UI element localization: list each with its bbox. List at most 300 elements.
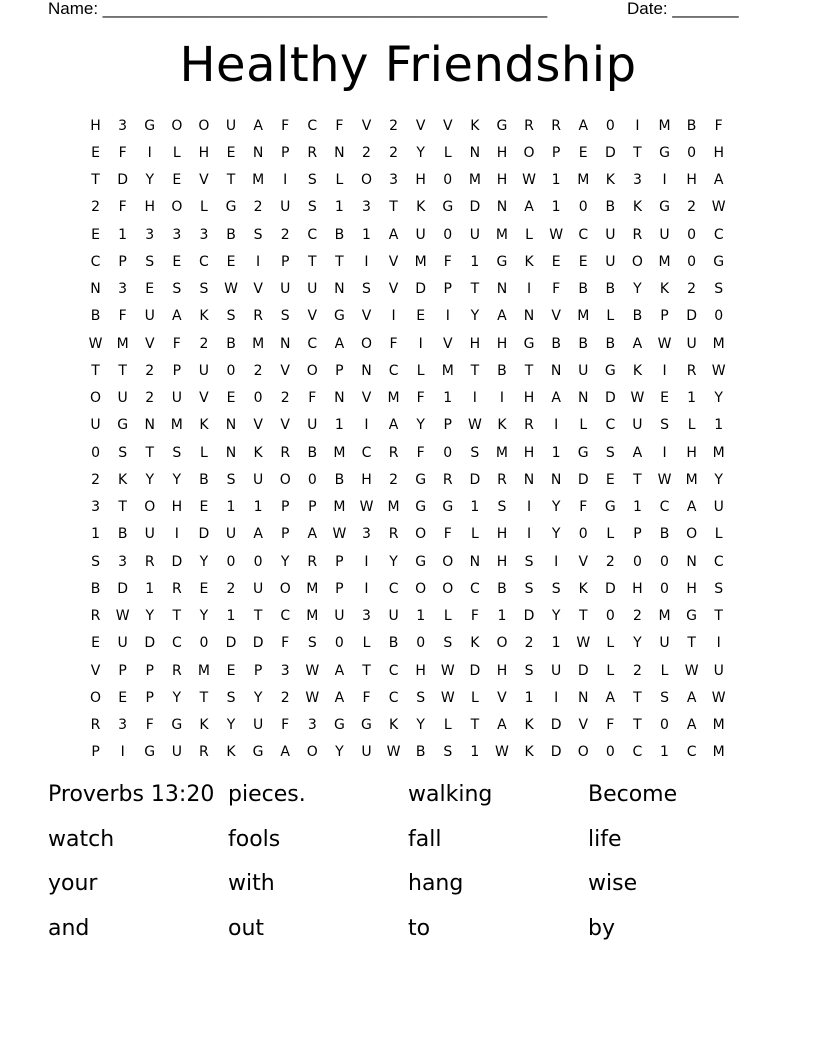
grid-letter: 2 <box>91 199 100 216</box>
grid-letter: R <box>524 117 534 134</box>
grid-letter: 2 <box>145 362 155 379</box>
grid-letter: H <box>686 580 697 597</box>
grid-letter: F <box>172 335 181 352</box>
word-bank-item: out <box>228 915 265 941</box>
grid-letter: 2 <box>687 281 697 298</box>
grid-letter: N <box>361 362 372 379</box>
grid-letter: 2 <box>389 471 399 488</box>
grid-letter: C <box>578 226 589 243</box>
name-field-line: Name: _______________________________________________ <box>48 0 548 18</box>
grid-letter: 0 <box>578 199 588 216</box>
grid-letter: G <box>496 253 508 270</box>
grid-letter: T <box>91 362 100 379</box>
grid-letter: I <box>256 253 261 270</box>
grid-letter: 1 <box>524 689 534 706</box>
grid-letter: A <box>334 662 345 679</box>
grid-letter: T <box>199 689 209 706</box>
grid-letter: M <box>685 471 698 488</box>
grid-letter: P <box>335 580 344 597</box>
grid-letter: K <box>416 199 426 216</box>
grid-letter: M <box>306 580 319 597</box>
grid-letter: V <box>442 335 453 352</box>
grid-letter: D <box>144 635 156 652</box>
grid-letter: K <box>470 635 480 652</box>
grid-letter: S <box>307 172 317 189</box>
grid-letter: A <box>497 717 507 734</box>
grid-letter: 1 <box>145 580 155 597</box>
grid-letter: T <box>633 471 642 488</box>
grid-letter: 1 <box>253 499 263 516</box>
grid-letter: G <box>713 253 725 270</box>
grid-letter: G <box>577 444 589 461</box>
grid-letter: B <box>686 117 697 134</box>
grid-letter: V <box>361 117 372 134</box>
grid-row <box>82 548 732 575</box>
grid-letter: Y <box>389 553 398 570</box>
grid-letter: V <box>144 335 155 352</box>
grid-letter: 1 <box>91 526 100 543</box>
grid-letter: S <box>714 580 724 597</box>
grid-letter: B <box>415 744 426 761</box>
grid-letter: I <box>174 526 179 543</box>
grid-letter: K <box>470 117 480 134</box>
grid-letter: K <box>632 199 643 216</box>
grid-letter: W <box>657 471 672 488</box>
grid-letter: G <box>604 362 616 379</box>
grid-letter: 0 <box>443 226 453 243</box>
grid-letter: I <box>554 553 559 570</box>
grid-letter: 2 <box>280 226 290 243</box>
grid-letter: 0 <box>416 635 426 652</box>
grid-letter: W <box>684 662 699 679</box>
grid-letter: 2 <box>253 199 263 216</box>
grid-letter: S <box>172 444 182 461</box>
grid-letter: T <box>335 253 344 270</box>
grid-letter: T <box>118 362 127 379</box>
grid-letter: L <box>362 635 371 652</box>
grid-letter: S <box>91 553 100 570</box>
grid-letter: 3 <box>280 662 290 679</box>
grid-letter: 1 <box>687 390 697 407</box>
grid-letter: D <box>171 553 183 570</box>
grid-letter: A <box>578 117 589 134</box>
grid-letter: F <box>416 444 425 461</box>
grid-letter: Y <box>416 717 425 734</box>
grid-letter: B <box>551 335 561 352</box>
grid-letter: M <box>468 172 481 189</box>
grid-letter: W <box>440 689 455 706</box>
grid-row <box>82 739 732 766</box>
word-bank-item: life <box>588 826 622 852</box>
grid-letter: 1 <box>551 444 561 461</box>
grid-letter: I <box>283 172 288 189</box>
grid-letter: S <box>524 553 534 570</box>
grid-letter: T <box>91 172 100 189</box>
grid-letter: F <box>335 117 344 134</box>
grid-letter: A <box>253 117 263 134</box>
grid-letter: 3 <box>632 172 642 189</box>
grid-letter: S <box>605 444 615 461</box>
grid-letter: 3 <box>91 499 100 516</box>
grid-letter: Y <box>633 281 642 298</box>
grid-letter: W <box>115 608 130 625</box>
grid-letter: P <box>335 553 344 570</box>
grid-letter: F <box>443 526 452 543</box>
grid-letter: T <box>687 635 696 652</box>
grid-letter: G <box>333 717 345 734</box>
grid-letter: U <box>334 608 345 625</box>
grid-letter: I <box>526 281 532 298</box>
word-bank-item: fools <box>228 826 281 852</box>
grid-letter: V <box>361 308 372 325</box>
grid-letter: F <box>606 717 615 734</box>
grid-letter: C <box>388 362 399 379</box>
grid-letter: O <box>306 362 318 379</box>
grid-letter: O <box>198 117 210 134</box>
grid-letter: W <box>386 744 401 761</box>
grid-letter: H <box>686 444 697 461</box>
grid-letter: P <box>280 499 290 516</box>
grid-row <box>82 194 732 221</box>
grid-letter: 1 <box>551 172 561 189</box>
grid-letter: G <box>659 199 670 216</box>
grid-letter: E <box>660 390 669 407</box>
grid-letter: V <box>253 281 263 298</box>
grid-letter: O <box>442 580 454 597</box>
grid-letter: F <box>416 390 425 407</box>
grid-letter: T <box>524 362 534 379</box>
grid-letter: M <box>658 608 671 625</box>
grid-letter: A <box>280 744 290 761</box>
grid-letter: O <box>360 172 372 189</box>
grid-letter: W <box>359 499 374 516</box>
grid-letter: M <box>333 444 346 461</box>
word-bank-item: Become <box>588 782 678 807</box>
grid-letter: A <box>524 199 534 216</box>
word-bank-item: walking <box>408 782 493 807</box>
grid-row <box>82 385 732 412</box>
grid-letter: K <box>199 717 209 734</box>
grid-letter: 1 <box>551 635 561 652</box>
grid-letter: L <box>416 362 425 379</box>
word-bank-item: watch <box>48 826 115 852</box>
grid-letter: N <box>469 553 481 570</box>
grid-letter: K <box>226 744 236 761</box>
grid-letter: 3 <box>389 172 399 189</box>
grid-letter: G <box>496 117 508 134</box>
grid-letter: V <box>361 390 372 407</box>
grid-letter: D <box>252 635 264 652</box>
grid-letter: 0 <box>199 635 209 652</box>
grid-letter: B <box>334 226 345 243</box>
grid-letter: T <box>578 608 588 625</box>
grid-letter: E <box>118 689 128 706</box>
grid-letter: 0 <box>605 608 615 625</box>
grid-letter: P <box>91 744 100 761</box>
grid-letter: K <box>199 417 209 434</box>
grid-letter: 1 <box>226 608 236 625</box>
grid-letter: M <box>712 744 725 761</box>
grid-letter: C <box>199 253 209 270</box>
grid-letter: H <box>523 390 535 407</box>
grid-letter: T <box>145 444 155 461</box>
grid-letter: I <box>499 390 505 407</box>
grid-letter: 0 <box>605 744 615 761</box>
grid-letter: S <box>172 281 182 298</box>
word-bank-item: your <box>48 871 98 896</box>
grid-letter: R <box>90 608 101 625</box>
grid-letter: K <box>524 253 534 270</box>
grid-letter: M <box>333 499 346 516</box>
grid-letter: U <box>605 253 616 270</box>
grid-letter: S <box>524 580 534 597</box>
grid-letter: N <box>279 335 291 352</box>
grid-letter: D <box>469 662 481 679</box>
grid-letter: F <box>443 253 452 270</box>
grid-letter: D <box>523 608 535 625</box>
grid-letter: N <box>90 281 101 298</box>
grid-letter: O <box>306 744 318 761</box>
grid-letter: V <box>280 362 290 379</box>
grid-letter: A <box>551 390 561 407</box>
grid-letter: W <box>495 744 509 761</box>
grid-letter: P <box>308 499 317 516</box>
grid-letter: N <box>469 144 481 161</box>
grid-letter: E <box>578 253 588 270</box>
grid-letter: G <box>361 717 372 734</box>
grid-letter: N <box>334 281 345 298</box>
grid-letter: I <box>364 253 369 270</box>
grid-letter: Y <box>253 689 263 706</box>
grid-row <box>82 112 732 139</box>
grid-letter: Y <box>199 553 209 570</box>
grid-letter: E <box>145 281 155 298</box>
grid-letter: K <box>199 308 209 325</box>
grid-letter: A <box>713 172 724 189</box>
grid-letter: L <box>443 144 452 161</box>
grid-letter: P <box>145 662 154 679</box>
grid-letter: U <box>659 635 670 652</box>
grid-letter: W <box>576 635 591 652</box>
grid-letter: L <box>606 526 615 543</box>
grid-letter: N <box>144 417 155 434</box>
grid-letter: B <box>334 471 345 488</box>
grid-letter: H <box>496 662 508 679</box>
grid-letter: 1 <box>416 608 426 625</box>
grid-letter: P <box>443 281 452 298</box>
grid-letter: E <box>172 253 182 270</box>
grid-letter: U <box>252 717 264 734</box>
grid-letter: W <box>522 172 536 189</box>
word-bank-item: and <box>48 915 90 941</box>
grid-letter: L <box>606 308 615 325</box>
grid-letter: 1 <box>714 417 724 434</box>
grid-letter: H <box>171 499 183 516</box>
grid-letter: H <box>144 199 155 216</box>
grid-letter: T <box>633 144 642 161</box>
grid-letter: A <box>686 717 697 734</box>
grid-letter: U <box>361 744 372 761</box>
grid-letter: V <box>307 308 318 325</box>
grid-letter: E <box>605 471 615 488</box>
grid-letter: R <box>199 744 209 761</box>
grid-letter: O <box>90 390 102 407</box>
grid-letter: G <box>117 417 129 434</box>
grid-letter: V <box>280 417 290 434</box>
grid-letter: V <box>442 117 453 134</box>
grid-letter: 2 <box>632 608 642 625</box>
grid-letter: V <box>551 308 561 325</box>
grid-letter: S <box>660 417 669 434</box>
grid-letter: 0 <box>253 390 263 407</box>
grid-letter: K <box>118 471 128 488</box>
grid-letter: N <box>225 417 237 434</box>
grid-letter: R <box>171 662 182 679</box>
grid-letter: H <box>523 444 535 461</box>
grid-letter: 0 <box>687 144 697 161</box>
grid-letter: G <box>604 499 616 516</box>
grid-letter: C <box>171 635 182 652</box>
grid-letter: R <box>307 553 318 570</box>
grid-letter: 0 <box>226 553 236 570</box>
grid-letter: S <box>307 635 317 652</box>
word-bank-item: to <box>408 915 431 941</box>
grid-letter: K <box>632 362 643 379</box>
grid-letter: 2 <box>524 635 534 652</box>
grid-letter: 1 <box>118 226 128 243</box>
grid-letter: S <box>524 662 534 679</box>
grid-letter: O <box>577 744 589 761</box>
grid-row <box>82 357 732 384</box>
grid-letter: E <box>416 308 426 325</box>
grid-letter: I <box>147 144 152 161</box>
grid-letter: C <box>686 744 697 761</box>
grid-letter: Y <box>714 390 723 407</box>
grid-row <box>82 276 732 303</box>
grid-letter: G <box>252 744 264 761</box>
grid-letter: S <box>497 499 507 516</box>
grid-letter: R <box>253 308 263 325</box>
grid-letter: L <box>470 526 479 543</box>
grid-letter: Y <box>172 471 182 488</box>
grid-letter: C <box>713 553 724 570</box>
grid-letter: W <box>711 362 726 379</box>
grid-letter: 0 <box>660 717 669 734</box>
grid-letter: 1 <box>632 499 642 516</box>
grid-letter: I <box>662 362 667 379</box>
grid-letter: U <box>171 390 182 407</box>
grid-letter: 3 <box>118 717 128 734</box>
grid-letter: D <box>198 526 210 543</box>
grid-letter: Y <box>226 717 236 734</box>
grid-letter: C <box>388 580 399 597</box>
grid-letter: R <box>551 117 561 134</box>
grid-letter: C <box>361 444 372 461</box>
grid-letter: G <box>415 499 427 516</box>
grid-letter: Y <box>335 744 344 761</box>
grid-letter: I <box>662 444 667 461</box>
grid-letter: 3 <box>362 608 371 625</box>
grid-letter: M <box>658 253 671 270</box>
grid-letter: U <box>90 417 101 434</box>
grid-letter: D <box>577 471 589 488</box>
grid-letter: F <box>118 199 127 216</box>
grid-letter: M <box>306 608 319 625</box>
grid-letter: A <box>334 335 345 352</box>
grid-letter: F <box>470 608 479 625</box>
grid-letter: 0 <box>334 635 344 652</box>
grid-letter: M <box>414 253 427 270</box>
grid-letter: O <box>442 553 454 570</box>
grid-letter: E <box>91 226 100 243</box>
grid-letter: H <box>415 662 426 679</box>
grid-letter: Y <box>280 553 290 570</box>
grid-letter: L <box>443 608 452 625</box>
grid-letter: D <box>577 662 589 679</box>
grid-letter: U <box>198 362 210 379</box>
grid-letter: F <box>281 635 290 652</box>
grid-letter: I <box>635 117 640 134</box>
grid-letter: U <box>144 526 155 543</box>
grid-letter: 2 <box>145 390 155 407</box>
grid-row <box>82 712 732 739</box>
grid-letter: C <box>307 117 318 134</box>
grid-letter: G <box>171 717 183 734</box>
grid-letter: U <box>225 526 237 543</box>
grid-letter: V <box>388 281 399 298</box>
grid-letter: B <box>117 526 128 543</box>
grid-letter: W <box>332 526 347 543</box>
grid-letter: I <box>120 744 125 761</box>
grid-letter: G <box>686 608 698 625</box>
grid-letter: K <box>578 580 588 597</box>
grid-letter: 2 <box>605 553 615 570</box>
grid-letter: 0 <box>714 308 724 325</box>
grid-letter: E <box>226 144 236 161</box>
grid-letter: G <box>523 335 535 352</box>
grid-letter: H <box>415 172 426 189</box>
grid-letter: L <box>579 417 588 434</box>
grid-letter: G <box>415 471 427 488</box>
grid-letter: U <box>252 471 264 488</box>
grid-letter: I <box>445 308 450 325</box>
grid-letter: W <box>467 417 482 434</box>
grid-letter: M <box>577 172 590 189</box>
grid-letter: E <box>226 390 236 407</box>
word-bank-item: wise <box>588 871 638 896</box>
grid-letter: B <box>226 335 236 352</box>
grid-letter: B <box>307 444 318 461</box>
grid-letter: F <box>118 144 127 161</box>
grid-letter: C <box>388 662 399 679</box>
grid-letter: U <box>117 635 128 652</box>
grid-letter: F <box>118 308 127 325</box>
grid-letter: E <box>199 499 209 516</box>
word-bank-item: hang <box>408 871 464 896</box>
grid-letter: B <box>605 281 616 298</box>
grid-letter: 1 <box>443 390 453 407</box>
grid-row <box>82 603 732 630</box>
grid-letter: 0 <box>687 253 697 270</box>
grid-letter: 3 <box>145 226 155 243</box>
grid-letter: T <box>633 689 642 706</box>
grid-letter: L <box>606 662 615 679</box>
grid-letter: W <box>630 390 645 407</box>
grid-letter: C <box>307 335 318 352</box>
grid-letter: N <box>496 199 508 216</box>
grid-letter: 3 <box>118 117 128 134</box>
grid-letter: G <box>144 117 156 134</box>
